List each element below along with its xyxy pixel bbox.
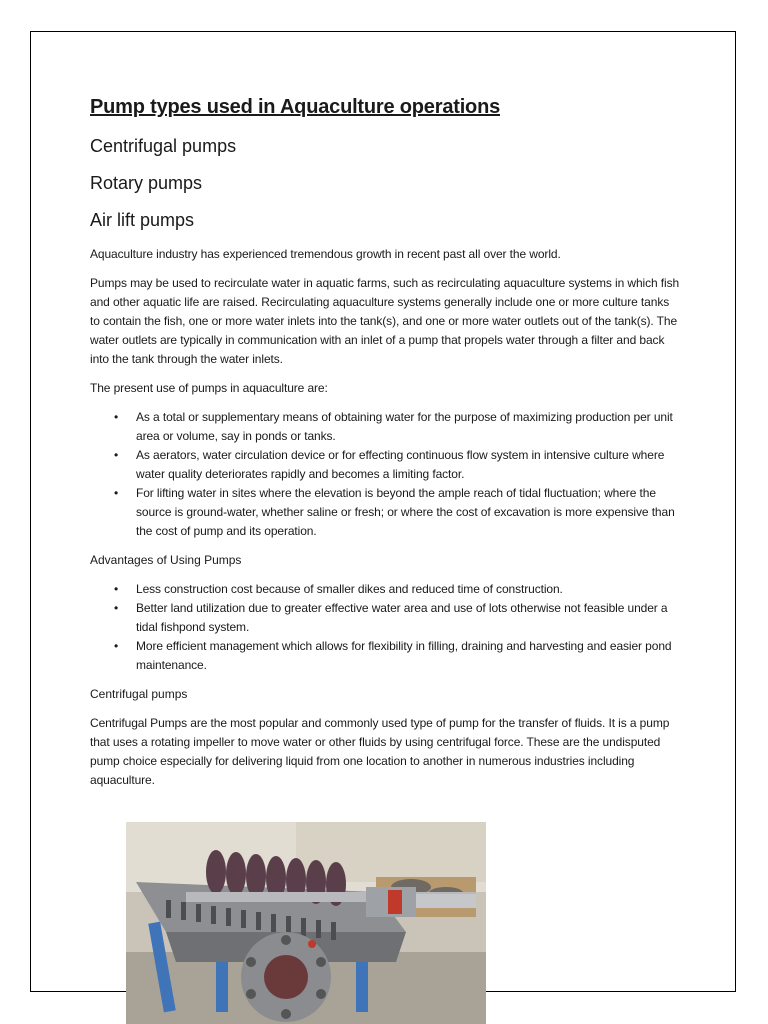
advantages-heading: Advantages of Using Pumps (90, 553, 242, 567)
pump-type-rotary: Rotary pumps (90, 173, 203, 193)
list-item: • As a total or supplementary means of obtaining water for the purpose of maximizing production per unit area or volume, say in ponds or tanks. (114, 410, 673, 443)
bullet-icon: • (114, 486, 119, 500)
list-item: • Less construction cost because of smaller dikes and reduced time of construction. (90, 580, 680, 599)
centrifugal-heading: Centrifugal pumps (90, 687, 188, 701)
list-item: • As aerators, water circulation device or for effecting continuous flow system in intensive culture where water quality deteriorates rapidly and becomes a limiting factor. (114, 448, 665, 481)
present-use-heading: The present use of pumps in aquaculture are: (90, 381, 328, 395)
centrifugal-pump-photo (126, 822, 486, 1024)
list-item: • For lifting water in sites where the elevation is beyond the ample reach of tidal fluctuation; where the source is ground-water, whether saline or fresh; or where the cost of excavation is more expensive than the cost of pump and its operation. (114, 486, 675, 538)
bullet-icon: • (114, 448, 119, 462)
bullet-icon: • (114, 582, 119, 596)
list-item: • Better land utilization due to greater effective water area and use of lots otherwise not feasible under a tidal fishpond system. (114, 601, 668, 634)
centrifugal-paragraph: Centrifugal Pumps are the most popular and commonly used type of pump for the transfer of fluids. It is a pump that uses a rotating impeller to move water or other fluids by using centrifugal force. These are the undisputed pump choice especially for delivering liquid from one location to another in numerous industries including aquaculture. (90, 716, 670, 787)
intro-paragraph: Aquaculture industry has experienced tremendous growth in recent past all over the world. (90, 247, 561, 261)
document-body (90, 94, 680, 800)
pump-illustration (126, 822, 486, 1024)
bullet-icon: • (114, 410, 119, 424)
advantages-list (90, 580, 680, 675)
pump-type-centrifugal: Centrifugal pumps (90, 136, 237, 156)
recirculation-paragraph: Pumps may be used to recirculate water in aquatic farms, such as recirculating aquaculture systems in which fish and other aquatic life are raised. Recirculating aquaculture systems generally include one or more culture tanks to contain the fish, one or more water inlets into the tank(s), and one or more water outlets out of the tank(s). The water outlets are typically in communication with an inlet of a pump that propels water through a filter and back into the tank through the water inlets. (90, 276, 680, 366)
bullet-icon: • (114, 639, 119, 653)
bullet-icon: • (114, 601, 119, 615)
present-uses-list (90, 408, 680, 541)
document-title: Pump types used in Aquaculture operations (90, 96, 501, 118)
list-item: • More efficient management which allows for flexibility in filling, draining and harvesting and easier pond maintenance. (114, 639, 672, 672)
pump-type-air-lift: Air lift pumps (90, 210, 195, 230)
